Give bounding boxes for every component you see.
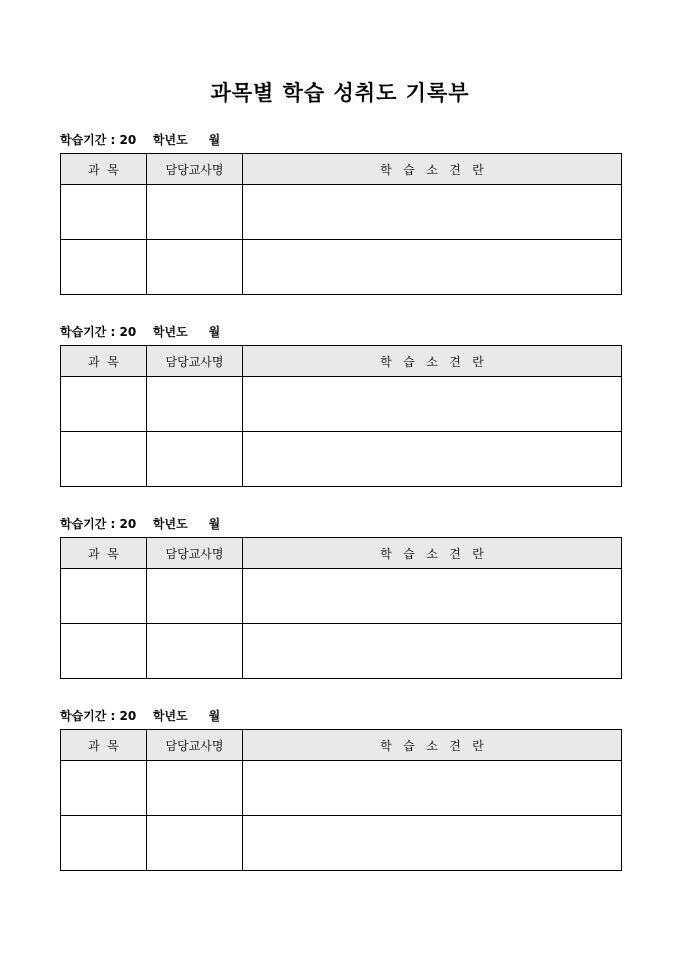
subject-cell[interactable] — [61, 761, 147, 816]
teacher-cell[interactable] — [147, 816, 243, 871]
record-table — [60, 537, 622, 679]
header-row — [61, 154, 622, 185]
subject-cell[interactable] — [61, 569, 147, 624]
subject-cell[interactable] — [61, 816, 147, 871]
table-row — [61, 185, 622, 240]
record-section-2 — [60, 323, 621, 487]
teacher-cell[interactable] — [147, 185, 243, 240]
table-row — [61, 240, 622, 295]
record-table — [60, 153, 622, 295]
table-row — [61, 761, 622, 816]
subject-cell[interactable] — [61, 624, 147, 679]
remarks-cell[interactable] — [243, 432, 622, 487]
remarks-cell[interactable] — [243, 761, 622, 816]
header-remarks: 학 습 소 견 란 — [243, 730, 622, 761]
teacher-cell[interactable] — [147, 432, 243, 487]
remarks-cell[interactable] — [243, 377, 622, 432]
table-row — [61, 432, 622, 487]
period-label: 학습기간 : 20 학년도 월 — [60, 325, 221, 339]
table-row — [61, 816, 622, 871]
header-teacher: 담당교사명 — [147, 154, 243, 185]
header-subject: 과 목 — [61, 154, 147, 185]
header-subject: 과 목 — [61, 346, 147, 377]
header-row — [61, 730, 622, 761]
teacher-cell[interactable] — [147, 569, 243, 624]
page-title: 과목별 학습 성취도 기록부 — [210, 80, 470, 105]
record-table — [60, 729, 622, 871]
period-label: 학습기간 : 20 학년도 월 — [60, 709, 221, 723]
subject-cell[interactable] — [61, 377, 147, 432]
header-teacher: 담당교사명 — [147, 538, 243, 569]
header-row — [61, 538, 622, 569]
remarks-cell[interactable] — [243, 816, 622, 871]
header-teacher: 담당교사명 — [147, 730, 243, 761]
record-section-3 — [60, 515, 621, 679]
table-row — [61, 624, 622, 679]
header-remarks: 학 습 소 견 란 — [243, 346, 622, 377]
header-remarks: 학 습 소 견 란 — [243, 538, 622, 569]
record-table — [60, 345, 622, 487]
record-section-4 — [60, 707, 621, 871]
table-row — [61, 569, 622, 624]
period-label: 학습기간 : 20 학년도 월 — [60, 133, 221, 147]
teacher-cell[interactable] — [147, 240, 243, 295]
remarks-cell[interactable] — [243, 624, 622, 679]
teacher-cell[interactable] — [147, 377, 243, 432]
header-remarks: 학 습 소 견 란 — [243, 154, 622, 185]
remarks-cell[interactable] — [243, 569, 622, 624]
remarks-cell[interactable] — [243, 240, 622, 295]
header-row — [61, 346, 622, 377]
teacher-cell[interactable] — [147, 761, 243, 816]
record-section-1 — [60, 131, 621, 295]
table-row — [61, 377, 622, 432]
subject-cell[interactable] — [61, 432, 147, 487]
remarks-cell[interactable] — [243, 185, 622, 240]
period-label: 학습기간 : 20 학년도 월 — [60, 517, 221, 531]
teacher-cell[interactable] — [147, 624, 243, 679]
header-subject: 과 목 — [61, 730, 147, 761]
header-teacher: 담당교사명 — [147, 346, 243, 377]
header-subject: 과 목 — [61, 538, 147, 569]
subject-cell[interactable] — [61, 185, 147, 240]
subject-cell[interactable] — [61, 240, 147, 295]
